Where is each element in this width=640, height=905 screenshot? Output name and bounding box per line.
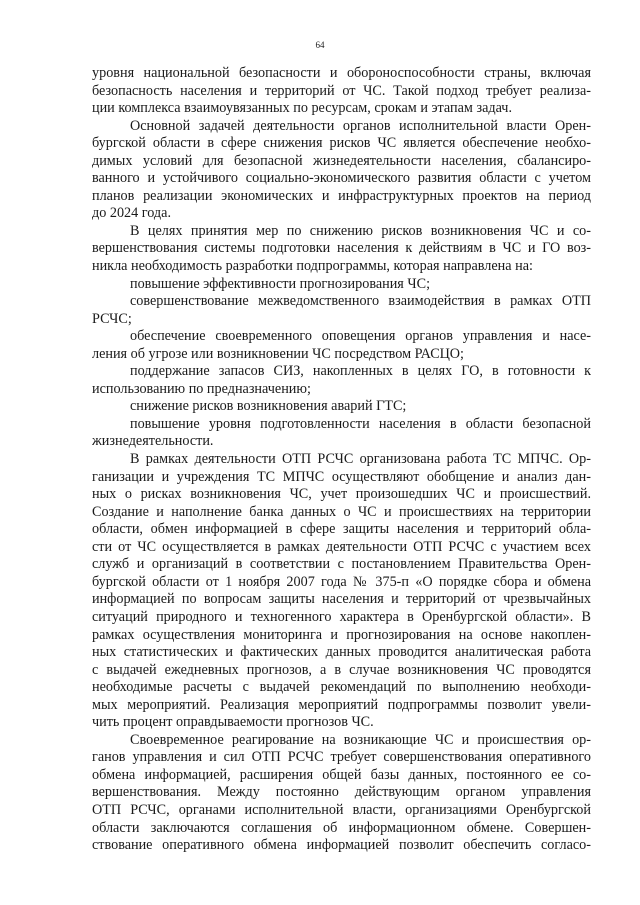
body-text bbox=[92, 65, 591, 855]
text-line: планов реализации экономических и инфраструктурных проектов на период bbox=[92, 187, 591, 204]
text-line: информацией по вопросам защиты населения и территорий от чрезвычайных bbox=[92, 591, 591, 608]
text-line: ганов управления и сил ОТП РСЧС требует совершенствования оперативного bbox=[92, 749, 591, 766]
text-line: сти от ЧС осуществляется в рамках деятельности ОТП РСЧС с участием всех bbox=[92, 538, 591, 555]
text-line: никла необходимость разработки подпрограммы, которая направлена на: bbox=[92, 258, 533, 275]
text-line: обмена информацией, расширения общей базы данных, постоянного ее со- bbox=[92, 766, 591, 783]
text-line: безопасность населения и территорий от ЧС. Такой подход требует реализа- bbox=[92, 82, 591, 99]
text-line: В рамках деятельности ОТП РСЧС организована работа ТС МПЧС. Ор- bbox=[130, 451, 591, 468]
text-line: поддержание запасов СИЗ, накопленных в целях ГО, в готовности к bbox=[130, 363, 591, 380]
text-line: В целях принятия мер по снижению рисков возникновения ЧС и со- bbox=[130, 222, 591, 239]
text-line: с выдачей ежедневных прогнозов, а в случае возникновения ЧС проводятся bbox=[92, 661, 591, 678]
text-line: обеспечение своевременного оповещения органов управления и насе- bbox=[130, 328, 591, 345]
text-line: Основной задачей деятельности органов исполнительной власти Орен- bbox=[130, 117, 591, 134]
text-line: использованию по предназначению; bbox=[92, 380, 311, 397]
text-line: ных статистических и фактических данных проводится аналитическая работа bbox=[92, 644, 591, 661]
text-line: ных о рисках возникновения ЧС, учет произошедших ЧС и происшествий. bbox=[92, 486, 591, 503]
text-line: Создание и наполнение банка данных о ЧС и происшествиях на территории bbox=[92, 503, 591, 520]
text-line: мых мероприятий. Реализация мероприятий подпрограммы позволит увели- bbox=[92, 696, 591, 713]
text-line: ления об угрозе или возникновении ЧС посредством РАСЦО; bbox=[92, 345, 464, 362]
text-line: служб и организаций в соответствии с постановлением Правительства Орен- bbox=[92, 556, 591, 573]
text-line: димых условий для безопасной жизнедеятельности населения, сбалансиро- bbox=[92, 152, 591, 169]
text-line: повышение эффективности прогнозирования ЧС; bbox=[130, 275, 431, 292]
text-line: ствование оперативного обмена информацией позволит обеспечить согласо- bbox=[92, 837, 591, 854]
text-line: Своевременное реагирование на возникающие ЧС и происшествия ор- bbox=[130, 731, 591, 748]
text-line: рамках осуществления мониторинга и прогнозирования на основе накоплен- bbox=[92, 626, 591, 643]
text-line: снижение рисков возникновения аварий ГТС; bbox=[130, 398, 407, 415]
text-line: жизнедеятельности. bbox=[92, 433, 214, 450]
text-line: области, обмен информацией в сфере защиты населения и территорий обла- bbox=[92, 521, 591, 538]
page-number: 64 bbox=[315, 40, 325, 50]
text-line: до 2024 года. bbox=[92, 205, 171, 222]
text-line: совершенствование межведомственного взаимодействия в рамках ОТП bbox=[130, 293, 591, 310]
text-line: области заключаются соглашения об информационном обмене. Совершен- bbox=[92, 819, 591, 836]
text-line: ганизации и учреждения ТС МПЧС осуществляют обобщение и анализ дан- bbox=[92, 468, 591, 485]
text-line: РСЧС; bbox=[92, 310, 132, 327]
text-line: бургской области от 1 ноября 2007 года № 375-п «О порядке сбора и обмена bbox=[92, 573, 591, 590]
text-line: бургской области в сфере снижения рисков ЧС является обеспечение необхо- bbox=[92, 135, 591, 152]
text-line: повышение уровня подготовленности населения в области безопасной bbox=[130, 415, 591, 432]
text-line: чить процент оправдываемости прогнозов ЧС. bbox=[92, 714, 374, 731]
text-line: ОТП РСЧС, органами исполнительной власти, организациями Оренбургской bbox=[92, 801, 591, 818]
text-line: ситуаций природного и техногенного характера в Оренбургской области». В bbox=[92, 608, 591, 625]
text-line: ции комплекса взаимоувязанных по ресурсам, срокам и этапам задач. bbox=[92, 100, 512, 117]
text-line: уровня национальной безопасности и обороноспособности страны, включая bbox=[92, 65, 591, 81]
text-line: ванного и устойчивого социально-экономического развития области с учетом bbox=[92, 170, 591, 187]
text-line: вершенствования системы подготовки населения к действиям в ЧС и ГО воз- bbox=[92, 240, 591, 257]
text-line: вершенствования. Между постоянно действующим органом управления bbox=[92, 784, 591, 801]
text-line: необходимые расчеты с выдачей рекомендаций по выполнению необходи- bbox=[92, 679, 591, 696]
